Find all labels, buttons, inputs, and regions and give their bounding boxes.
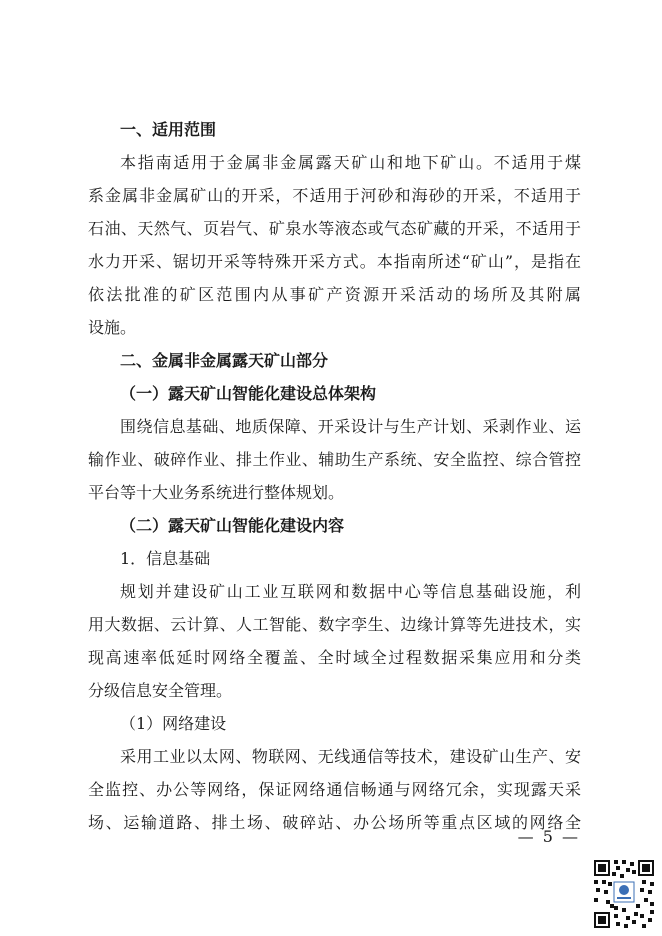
page-number: — 5 — (517, 827, 580, 846)
paragraph-line: 围绕信息基础、地质保障、开采设计与生产计划、采剥作业、运 (120, 417, 581, 436)
paragraph-line: 依法批准的矿区范围内从事矿产资源开采活动的场所及其附属 (88, 285, 581, 304)
paragraph-line: 平台等十大业务系统进行整体规划。 (88, 483, 345, 502)
item-heading-network: （1）网络建设 (120, 714, 227, 733)
paragraph-line: 规划并建设矿山工业互联网和数据中心等信息基础设施，利 (120, 582, 581, 601)
paragraph-line: 用大数据、云计算、人工智能、数字孪生、边缘计算等先进技术，实 (88, 615, 581, 634)
qr-code-icon (592, 858, 656, 930)
paragraph-line: 输作业、破碎作业、排土作业、辅助生产系统、安全监控、综合管控 (88, 450, 581, 469)
subsection-heading-content: （二）露天矿山智能化建设内容 (120, 516, 345, 535)
paragraph-line: 场、运输道路、排土场、破碎站、办公场所等重点区域的网络全 (88, 813, 581, 832)
section-heading-scope: 一、适用范围 (120, 120, 217, 139)
paragraph-line: 现高速率低延时网络全覆盖、全时域全过程数据采集应用和分类 (88, 648, 581, 667)
document-body (88, 113, 581, 839)
section-heading-open-pit: 二、金属非金属露天矿山部分 (120, 351, 329, 370)
paragraph-line: 石油、天然气、页岩气、矿泉水等液态或气态矿藏的开采，不适用于 (88, 219, 581, 238)
paragraph-line: 采用工业以太网、物联网、无线通信等技术，建设矿山生产、安 (120, 747, 581, 766)
paragraph-line: 设施。 (88, 318, 137, 337)
paragraph-line: 系金属非金属矿山的开采，不适用于河砂和海砂的开采，不适用于 (88, 186, 581, 205)
paragraph-line: 全监控、办公等网络，保证网络通信畅通与网络冗余，实现露天采 (88, 780, 581, 799)
paragraph-line: 分级信息安全管理。 (88, 681, 233, 700)
item-heading-info-infrastructure: 1．信息基础 (120, 549, 211, 568)
paragraph-line: 本指南适用于金属非金属露天矿山和地下矿山。不适用于煤 (120, 153, 581, 172)
paragraph-line: 水力开采、锯切开采等特殊开采方式。本指南所述“矿山”，是指在 (88, 252, 581, 271)
subsection-heading-architecture: （一）露天矿山智能化建设总体架构 (120, 384, 377, 403)
